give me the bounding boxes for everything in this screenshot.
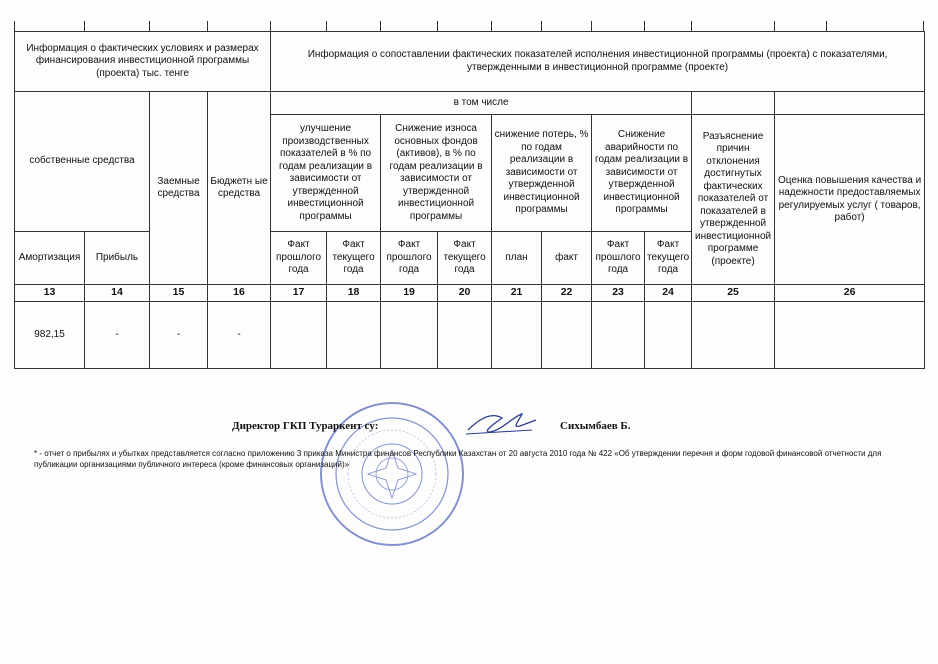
column-number: 19 <box>381 285 438 302</box>
footnote: * - отчет о прибылях и убытках представляется согласно приложению 3 приказа Министра финансов Республики Казахстан от 20 августа 2010 года № 422 «Об утверждении перечня и форм годовой финансовой отчетности для публикации организациями публичного интереса (кроме финансовых организаций)» <box>34 449 882 469</box>
accident-reduction-category: Снижение аварийности по годам реализации в зависимости от утвержденной инвестиционной программы <box>592 115 692 232</box>
data-cell <box>775 302 925 369</box>
fact-header: факт <box>542 232 592 285</box>
data-cell <box>645 302 692 369</box>
data-cell <box>327 302 381 369</box>
data-cell <box>438 302 492 369</box>
profit-header: Прибыль <box>85 232 150 285</box>
column-number: 24 <box>645 285 692 302</box>
column-number: 13 <box>15 285 85 302</box>
data-cell <box>381 302 438 369</box>
column-number: 18 <box>327 285 381 302</box>
fact-prev-year-header: Факт прошлого года <box>271 232 327 285</box>
amortization-header: Амортизация <box>15 232 85 285</box>
column-number: 15 <box>150 285 208 302</box>
column-number: 17 <box>271 285 327 302</box>
data-cell: 982,15 <box>15 302 85 369</box>
including-header: в том числе <box>271 92 692 115</box>
header-comparison-info: Информация о сопоставлении фактических показателей исполнения инвестиционной программы (проекта) с показателями, утвержденными в инвестиционной программе (проекте) <box>271 32 925 92</box>
column-number: 21 <box>492 285 542 302</box>
column-number: 16 <box>208 285 271 302</box>
column-number: 26 <box>775 285 925 302</box>
loss-reduction-category: снижение потерь, % по годам реализации в зависимости от утвержденной инвестиционной программы <box>492 115 592 232</box>
empty-cell <box>692 92 775 115</box>
plan-header: план <box>492 232 542 285</box>
data-cell <box>492 302 542 369</box>
data-cell <box>692 302 775 369</box>
data-cell <box>271 302 327 369</box>
column-number: 14 <box>85 285 150 302</box>
quality-assessment-category: Оценка повышения качества и надежности предоставляемых регулируемых услуг ( товаров, работ) <box>775 115 925 285</box>
wear-reduction-category: Снижение износа основных фондов (активов), в % по годам реализации в зависимости от утвержденной инвестиционной программы <box>381 115 492 232</box>
fact-prev-year-header: Факт прошлого года <box>381 232 438 285</box>
fact-prev-year-header: Факт прошлого года <box>592 232 645 285</box>
data-cell <box>592 302 645 369</box>
fact-curr-year-header: Факт текущего года <box>645 232 692 285</box>
data-cell <box>542 302 592 369</box>
column-number: 20 <box>438 285 492 302</box>
column-number: 25 <box>692 285 775 302</box>
data-cell: - <box>208 302 271 369</box>
column-number: 22 <box>542 285 592 302</box>
fact-curr-year-header: Факт текущего года <box>438 232 492 285</box>
data-cell: - <box>150 302 208 369</box>
header-financing-info: Информация о фактических условиях и размерах финансирования инвестиционной программы (проекта) тыс. тенге <box>15 32 271 92</box>
director-signature <box>462 408 540 438</box>
signatory-title: Директор ГКП Тураркент су: <box>232 420 379 432</box>
investment-program-table <box>14 31 925 369</box>
empty-cell <box>775 92 925 115</box>
borrowed-funds-header: Заемные средства <box>150 92 208 285</box>
data-row <box>15 302 925 369</box>
signatory-name: Сихымбаев Б. <box>560 420 631 432</box>
data-cell: - <box>85 302 150 369</box>
improvement-category: улучшение производственных показателей в % по годам реализации в зависимости от утвержденной инвестиционной программы <box>271 115 381 232</box>
own-funds-header: собственные средства <box>15 92 150 232</box>
column-numbers-row <box>15 285 925 302</box>
fact-curr-year-header: Факт текущего года <box>327 232 381 285</box>
budget-funds-header: Бюджетн ые средства <box>208 92 271 285</box>
deviation-explanation-category: Разъяснение причин отклонения достигнутых фактических показателей от показателей в утвержденной инвестиционной программе (проекте) <box>692 115 775 285</box>
column-number: 23 <box>592 285 645 302</box>
